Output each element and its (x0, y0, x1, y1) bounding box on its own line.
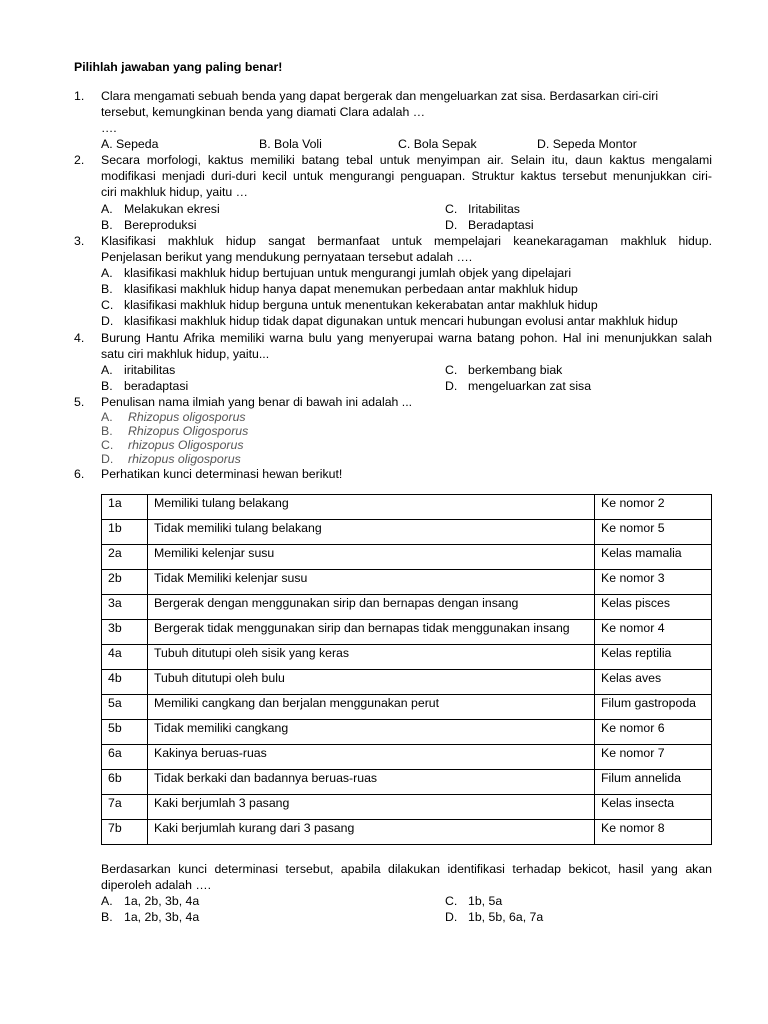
q5-number: 5. (74, 395, 85, 409)
key-result-cell: Ke nomor 8 (595, 820, 712, 845)
q1-line-2: tersebut, kemungkinan benda yang diamati Clara adalah … (101, 105, 426, 119)
option-letter: B. (101, 218, 113, 232)
key-characteristic-cell: Tubuh ditutupi oleh bulu (148, 670, 595, 695)
q1-option-a: A. Sepeda (101, 137, 159, 151)
q5-option-d (101, 452, 241, 466)
q3-line-2: Penjelasan berikut yang mendukung pernyataan tersebut adalah …. (101, 250, 473, 264)
table-row (102, 820, 712, 845)
option-text: klasifikasi makhluk hidup bertujuan untuk mengurangi jumlah objek yang dipelajari (124, 266, 572, 280)
option-letter: A. (101, 410, 113, 424)
table-row (102, 570, 712, 595)
q1-option-b: B. Bola Voli (259, 137, 322, 151)
q2-line-3: ciri makhluk hidup, yaitu … (101, 185, 248, 199)
q4-number: 4. (74, 331, 85, 345)
key-result-cell: Ke nomor 6 (595, 720, 712, 745)
q3-option-b (101, 281, 578, 297)
q2-option-c (445, 201, 520, 217)
q4-option-b (101, 378, 188, 394)
q6-line-1: Perhatikan kunci determinasi hewan berikut! (101, 467, 343, 481)
key-characteristic-cell: Memiliki cangkang dan berjalan menggunakan perut (148, 695, 595, 720)
key-code-cell: 4a (102, 645, 148, 670)
option-text: Rhizopus oligosporus (128, 410, 246, 424)
key-characteristic-cell: Tidak Memiliki kelenjar susu (148, 570, 595, 595)
q4-option-a (101, 362, 175, 378)
option-text: 1b, 5b, 6a, 7a (468, 910, 544, 924)
q2-line-1: Secara morfologi, kaktus memiliki batang tebal untuk menyimpan air. Selain itu, daun kaktus mengalami (101, 153, 712, 167)
table-row (102, 670, 712, 695)
key-characteristic-cell: Bergerak tidak menggunakan sirip dan bernapas tidak menggunakan insang (148, 620, 595, 645)
q5-option-b (101, 424, 248, 438)
option-letter: A. (101, 363, 113, 377)
q1-option-d: D. Sepeda Montor (537, 137, 637, 151)
option-letter: C. (445, 894, 458, 908)
q2-line-2: modifikasi menjadi duri-duri kecil untuk mengurangi penguapan. Struktur kaktus tersebut menunjukkan ciri- (101, 169, 712, 183)
q4-option-c (445, 362, 562, 378)
option-letter: A. (101, 202, 113, 216)
q6-option-b (101, 909, 199, 925)
key-result-cell: Filum gastropoda (595, 695, 712, 720)
option-text: rhizopus Oligosporus (128, 438, 244, 452)
key-characteristic-cell: Kaki berjumlah 3 pasang (148, 795, 595, 820)
option-text: beradaptasi (124, 379, 189, 393)
key-result-cell: Filum annelida (595, 770, 712, 795)
option-text: Iritabilitas (468, 202, 520, 216)
key-result-cell: Ke nomor 4 (595, 620, 712, 645)
table-row (102, 720, 712, 745)
option-letter: D. (445, 379, 458, 393)
key-code-cell: 2a (102, 545, 148, 570)
option-letter: D. (445, 218, 458, 232)
option-letter: A. (101, 894, 113, 908)
option-text: iritabilitas (124, 363, 176, 377)
q1-number: 1. (74, 89, 85, 103)
key-result-cell: Kelas pisces (595, 595, 712, 620)
table-row (102, 695, 712, 720)
key-result-cell: Ke nomor 7 (595, 745, 712, 770)
table-row (102, 520, 712, 545)
table-row (102, 745, 712, 770)
key-result-cell: Kelas mamalia (595, 545, 712, 570)
q6-option-a (101, 893, 199, 909)
table-row (102, 595, 712, 620)
option-letter: D. (101, 452, 114, 466)
key-characteristic-cell: Tidak memiliki tulang belakang (148, 520, 595, 545)
key-code-cell: 2b (102, 570, 148, 595)
key-characteristic-cell: Bergerak dengan menggunakan sirip dan bernapas dengan insang (148, 595, 595, 620)
key-result-cell: Ke nomor 3 (595, 570, 712, 595)
option-letter: B. (101, 379, 113, 393)
instruction-heading: Pilihlah jawaban yang paling benar! (74, 60, 283, 74)
option-text: klasifikasi makhluk hidup berguna untuk menentukan kekerabatan antar makhluk hidup (124, 298, 598, 312)
table-row (102, 495, 712, 520)
q4-line-2: satu ciri makhluk hidup, yaitu... (101, 347, 270, 361)
q3-number: 3. (74, 234, 85, 248)
q5-option-a (101, 410, 246, 424)
q3-line-1: Klasifikasi makhluk hidup sangat bermanfaat untuk mempelajari keanekaragaman makhluk hidup. (101, 234, 712, 248)
q1-line-3: …. (101, 121, 117, 135)
option-text: rhizopus oligosporus (128, 452, 241, 466)
q5-line-1: Penulisan nama ilmiah yang benar di bawah ini adalah ... (101, 395, 413, 409)
option-letter: B. (101, 910, 113, 924)
q6-option-c (445, 893, 502, 909)
q1-option-c: C. Bola Sepak (398, 137, 477, 151)
key-code-cell: 7b (102, 820, 148, 845)
q2-option-a (101, 201, 220, 217)
q2-number: 2. (74, 153, 85, 167)
q6-option-d (445, 909, 543, 925)
option-letter: A. (101, 266, 113, 280)
key-code-cell: 5a (102, 695, 148, 720)
q6-after-line-1: Berdasarkan kunci determinasi tersebut, apabila dilakukan identifikasi terhadap bekicot, hasil yang akan (101, 862, 712, 876)
key-code-cell: 3a (102, 595, 148, 620)
key-code-cell: 6a (102, 745, 148, 770)
option-text: klasifikasi makhluk hidup tidak dapat digunakan untuk mencari hubungan evolusi antar makhluk hidup (124, 314, 678, 328)
key-code-cell: 3b (102, 620, 148, 645)
q4-option-d (445, 378, 591, 394)
key-characteristic-cell: Tidak memiliki cangkang (148, 720, 595, 745)
q3-option-d (101, 313, 678, 329)
q5-option-c (101, 438, 244, 452)
q4-line-1: Burung Hantu Afrika memiliki warna bulu yang menyerupai warna batang pohon. Hal ini menunjukkan salah (101, 331, 712, 345)
key-characteristic-cell: Kaki berjumlah kurang dari 3 pasang (148, 820, 595, 845)
option-letter: C. (101, 438, 114, 452)
q6-after-line-2: diperoleh adalah …. (101, 878, 212, 892)
key-characteristic-cell: Tubuh ditutupi oleh sisik yang keras (148, 645, 595, 670)
key-result-cell: Ke nomor 5 (595, 520, 712, 545)
table-row (102, 620, 712, 645)
option-text: Rhizopus Oligosporus (128, 424, 249, 438)
option-letter: C. (101, 298, 114, 312)
key-result-cell: Ke nomor 2 (595, 495, 712, 520)
key-code-cell: 6b (102, 770, 148, 795)
option-letter: D. (445, 910, 458, 924)
option-text: klasifikasi makhluk hidup hanya dapat menemukan perbedaan antar makhluk hidup (124, 282, 578, 296)
table-row (102, 770, 712, 795)
key-result-cell: Kelas aves (595, 670, 712, 695)
table-row (102, 795, 712, 820)
key-characteristic-cell: Kakinya beruas-ruas (148, 745, 595, 770)
option-text: mengeluarkan zat sisa (468, 379, 592, 393)
q3-option-c (101, 297, 598, 313)
table-row (102, 545, 712, 570)
q2-option-b (101, 217, 196, 233)
option-letter: B. (101, 282, 113, 296)
key-code-cell: 7a (102, 795, 148, 820)
option-letter: D. (101, 314, 114, 328)
determination-key-table (101, 494, 712, 845)
option-text: 1a, 2b, 3b, 4a (124, 894, 200, 908)
option-letter: C. (445, 363, 458, 377)
option-text: Bereproduksi (124, 218, 197, 232)
key-characteristic-cell: Memiliki kelenjar susu (148, 545, 595, 570)
key-characteristic-cell: Tidak berkaki dan badannya beruas-ruas (148, 770, 595, 795)
key-code-cell: 1b (102, 520, 148, 545)
key-code-cell: 5b (102, 720, 148, 745)
q2-option-d (445, 217, 534, 233)
q6-number: 6. (74, 467, 85, 481)
key-result-cell: Kelas insecta (595, 795, 712, 820)
key-code-cell: 4b (102, 670, 148, 695)
key-result-cell: Kelas reptilia (595, 645, 712, 670)
option-letter: C. (445, 202, 458, 216)
option-letter: B. (101, 424, 113, 438)
q1-line-1: Clara mengamati sebuah benda yang dapat bergerak dan mengeluarkan zat sisa. Berdasarkan ciri-ciri (101, 89, 659, 103)
option-text: 1a, 2b, 3b, 4a (124, 910, 200, 924)
key-characteristic-cell: Memiliki tulang belakang (148, 495, 595, 520)
table-row (102, 645, 712, 670)
option-text: berkembang biak (468, 363, 563, 377)
option-text: Beradaptasi (468, 218, 534, 232)
q3-option-a (101, 265, 571, 281)
option-text: Melakukan ekresi (124, 202, 220, 216)
key-code-cell: 1a (102, 495, 148, 520)
option-text: 1b, 5a (468, 894, 503, 908)
